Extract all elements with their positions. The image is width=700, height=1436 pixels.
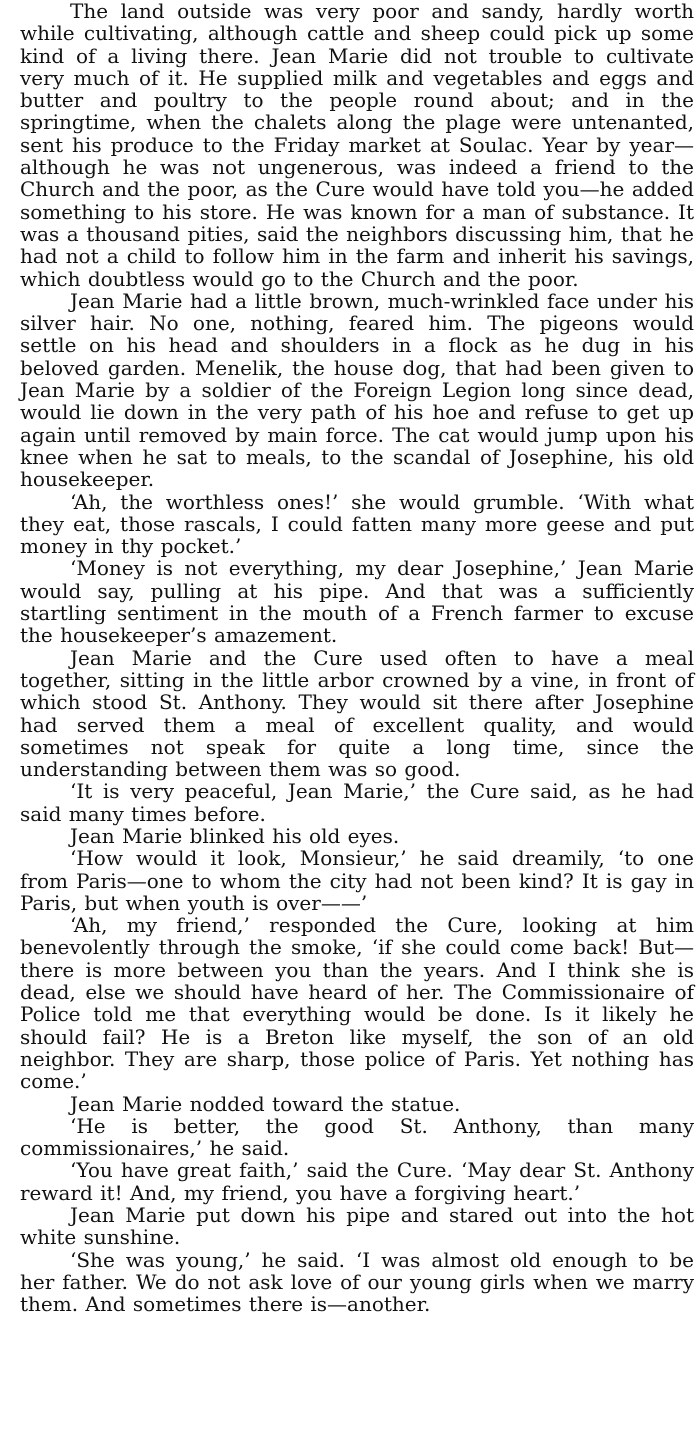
paragraph-blinked-eyes: Jean Marie blinked his old eyes. xyxy=(70,823,400,848)
paragraph-arbor-meal: Jean Marie and the Cure used often to have a meal together, sitting in the little arbor crowned by a vine, in front of which stood St. Anthony. They would sit there after Josephine had served them a meal of excellent quality, and would sometimes not speak for quite a long time, since the understanding between them was so good. xyxy=(20,645,694,782)
paragraph-put-down-pipe: Jean Marie put down his pipe and stared out into the hot white sunshine. xyxy=(20,1203,694,1250)
paragraph-worthless-ones: ‘Ah, the worthless ones!’ she would grumble. ‘With what they eat, those rascals, I could fatten many more geese and put money in thy pocket.’ xyxy=(20,489,694,559)
paragraph-money-not-everything: ‘Money is not everything, my dear Josephine,’ Jean Marie would say, pulling at his pipe. And that was a sufficiently startling sentiment in the mouth of a French farmer to excuse the housekeeper’s amazement. xyxy=(20,556,694,648)
paragraph-jean-marie-face: Jean Marie had a little brown, much-wrinkled face under his silver hair. No one, nothing, feared him. The pigeons would settle on his head and shoulders in a flock as he dug in his beloved garden. Menelik, the house dog, that had been given to Jean Marie by a soldier of the Foreign Legion long since dead, would lie down in the very path of his hoe and refuse to get up again until removed by main force. The cat would jump upon his knee when he sat to meals, to the scandal of Josephine, his old housekeeper. xyxy=(20,288,694,492)
paragraph-she-was-young: ‘She was young,’ he said. ‘I was almost old enough to be her father. We do not ask love of our young girls when we marry them. And sometimes there is—another. xyxy=(20,1247,694,1317)
article-column xyxy=(20,0,694,1316)
paragraph-land-outside: The land outside was very poor and sandy, hardly worth while cultivating, although cattle and sheep could pick up some kind of a living there. Jean Marie did not trouble to cultivate very much of it. He supplied milk and vegetables and eggs and butter and poultry to the people round about; and in the springtime, when the chalets along the plage were untenanted, sent his produce to the Friday market at Soulac. Year by year—although he was not ungenerous, was indeed a friend to the Church and the poor, as the Cure would have told you—he added something to his store. He was known for a man of substance. It was a thousand pities, said the neighbors discussing him, that he had not a child to follow him in the farm and inherit his savings, which doubtless would go to the Church and the poor. xyxy=(20,0,694,291)
paragraph-how-would-it-look: ‘How would it look, Monsieur,’ he said dreamily, ‘to one from Paris—one to whom the city had not been kind? It is gay in Paris, but when youth is over——’ xyxy=(20,846,694,915)
paragraph-nodded-statue: Jean Marie nodded toward the statue. xyxy=(70,1091,461,1116)
paragraph-great-faith: ‘You have great faith,’ said the Cure. ‘May dear St. Anthony reward it! And, my friend, you have a forgiving heart.’ xyxy=(20,1158,694,1205)
paragraph-good-st-anthony: ‘He is better, the good St. Anthony, than many commissionaires,’ he said. xyxy=(20,1113,694,1161)
paragraph-very-peaceful: ‘It is very peaceful, Jean Marie,’ the Cure said, as he had said many times before. xyxy=(20,779,694,826)
paragraph-ah-my-friend: ‘Ah, my friend,’ responded the Cure, looking at him benevolently through the smoke, ‘if she could come back! But—there is more between you than the years. And I think she is dead, else we should have heard of her. The Commissionaire of Police told me that everything would be done. Is it likely he should fail? He is a Breton like myself, the son of an old neighbor. They are sharp, those police of Paris. Yet nothing has come.’ xyxy=(20,913,694,1094)
